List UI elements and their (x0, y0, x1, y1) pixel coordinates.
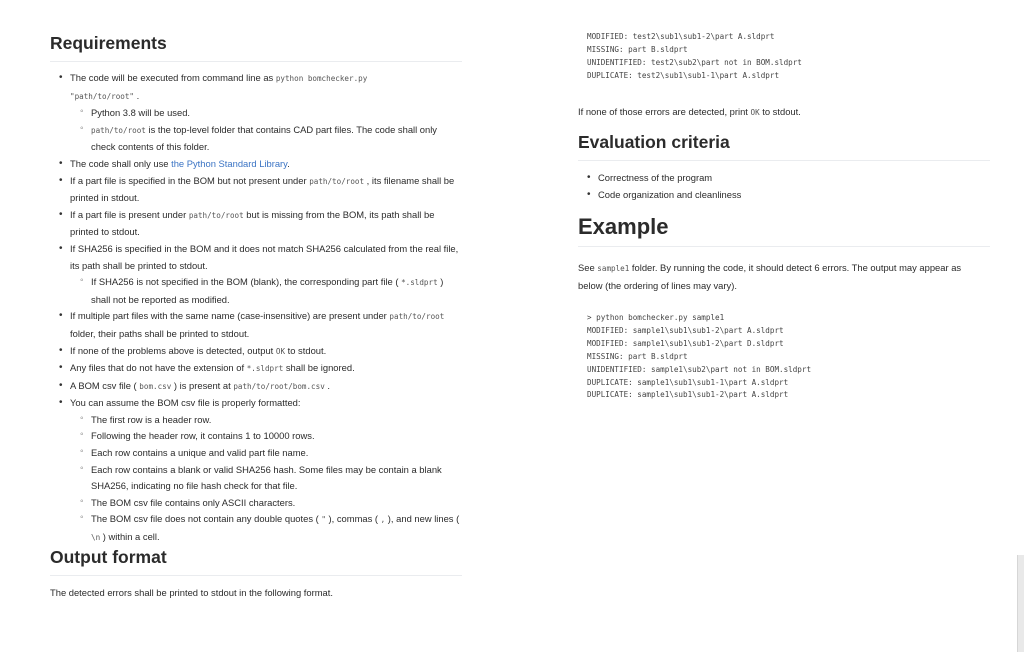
list-item: ◦ Each row contains a unique and valid part file name. (50, 445, 462, 462)
example-output-code-block: > python bomchecker.py sample1 MODIFIED: sample1\sub1\sub1-2\part A.sldprt MODIFIED: sample1\sub1\sub1-2\part D.sldprt MISSING: part B.sldprt UNIDENTIFIED: sample1\sub2\part not in BOM.sldprt DUPLICATE: sample1\sub1\sub1-1\part A.sldprt DUPLICATE: sample1\sub1\sub1-2\part A.sldprt (587, 313, 812, 400)
list-item: • If SHA256 is specified in the BOM and it does not match SHA256 calculated from the real file, its path shall be printed to stdout. (50, 241, 462, 274)
output-format-text: The detected errors shall be printed to stdout in the following format. (50, 587, 333, 598)
example-heading: Example (578, 214, 990, 247)
list-item: • Any files that do not have the extension of *.sldprt shall be ignored. (50, 360, 462, 378)
none-errors-text: If none of those errors are detected, print OK to stdout. (578, 106, 801, 117)
list-item: • The code will be executed from command line as python bomchecker.py "path/to/root" . (50, 70, 462, 105)
inline-code: *.sldprt (401, 278, 438, 288)
list-item: • If none of the problems above is detected, output OK to stdout. (50, 343, 462, 361)
list-item: • If a part file is present under path/to/root but is missing from the BOM, its path shall be printed to stdout. (50, 207, 462, 241)
list-item: • You can assume the BOM csv file is properly formatted: (50, 395, 462, 412)
list-item: ◦ path/to/root is the top-level folder that contains CAD part files. The code shall only check contents of this folder. (50, 122, 462, 156)
inline-code: , (380, 515, 386, 525)
list-item: • Code organization and cleanliness (578, 187, 990, 204)
inline-code: bom.csv (139, 381, 172, 391)
inline-code: path/to/root (91, 125, 146, 135)
list-item: ◦ The BOM csv file does not contain any double quotes ( " ), commas ( , ), and new lines ( \n ) within a cell. (50, 511, 462, 546)
list-item: • A BOM csv file ( bom.csv ) is present at path/to/root/bom.csv . (50, 378, 462, 396)
list-item: • The code shall only use the Python Standard Library. (50, 156, 462, 173)
inline-code: path/to/root (309, 176, 365, 186)
inline-code: "path/to/root" (70, 91, 135, 101)
inline-code: \n (91, 533, 101, 543)
output-format-heading: Output format (50, 547, 462, 576)
list-item: ◦ The BOM csv file contains only ASCII characters. (50, 495, 462, 512)
inline-code: path/to/root/bom.csv (233, 381, 325, 391)
inline-code: sample1 (597, 264, 630, 273)
python-stdlib-link[interactable]: the Python Standard Library (171, 157, 288, 169)
format-code-block: MODIFIED: test2\sub1\sub1-2\part A.sldprt MISSING: part B.sldprt UNIDENTIFIED: test2\sub2\part not in BOM.sldprt DUPLICATE: test2\sub1\sub1-1\part A.sldprt (587, 32, 802, 80)
scrollbar[interactable] (1017, 555, 1024, 652)
inline-code: path/to/root (389, 312, 445, 322)
inline-code: OK (275, 346, 286, 356)
requirements-list (50, 70, 462, 547)
inline-code: path/to/root (188, 210, 244, 220)
inline-code: *.sldprt (246, 364, 284, 374)
evaluation-list (578, 170, 990, 203)
list-item: • Correctness of the program (578, 170, 990, 187)
list-item: ◦ The first row is a header row. (50, 412, 462, 429)
requirements-heading: Requirements (50, 33, 462, 62)
list-item: ◦ Following the header row, it contains 1 to 10000 rows. (50, 428, 462, 445)
list-item: • If multiple part files with the same name (case-insensitive) are present under path/to/root folder, their paths shall be printed to stdout. (50, 308, 462, 342)
list-item: • If a part file is specified in the BOM but not present under path/to/root , its filename shall be printed in stdout. (50, 173, 462, 207)
inline-code: python bomchecker.py (275, 74, 368, 83)
list-item: ◦ Python 3.8 will be used. (50, 105, 462, 122)
list-item: ◦ If SHA256 is not specified in the BOM (blank), the corresponding part file ( *.sldprt ) shall not be reported as modified. (50, 274, 462, 308)
list-item: ◦ Each row contains a blank or valid SHA256 hash. Some files may be contain a blank SHA256, indicating no file hash check for that file. (50, 462, 462, 495)
inline-code: OK (750, 108, 760, 117)
inline-code: " (321, 515, 326, 525)
example-text: See sample1 folder. By running the code, it should detect 6 errors. The output may appear as below (the ordering of lines may vary). (578, 262, 962, 291)
evaluation-criteria-heading: Evaluation criteria (578, 132, 990, 161)
